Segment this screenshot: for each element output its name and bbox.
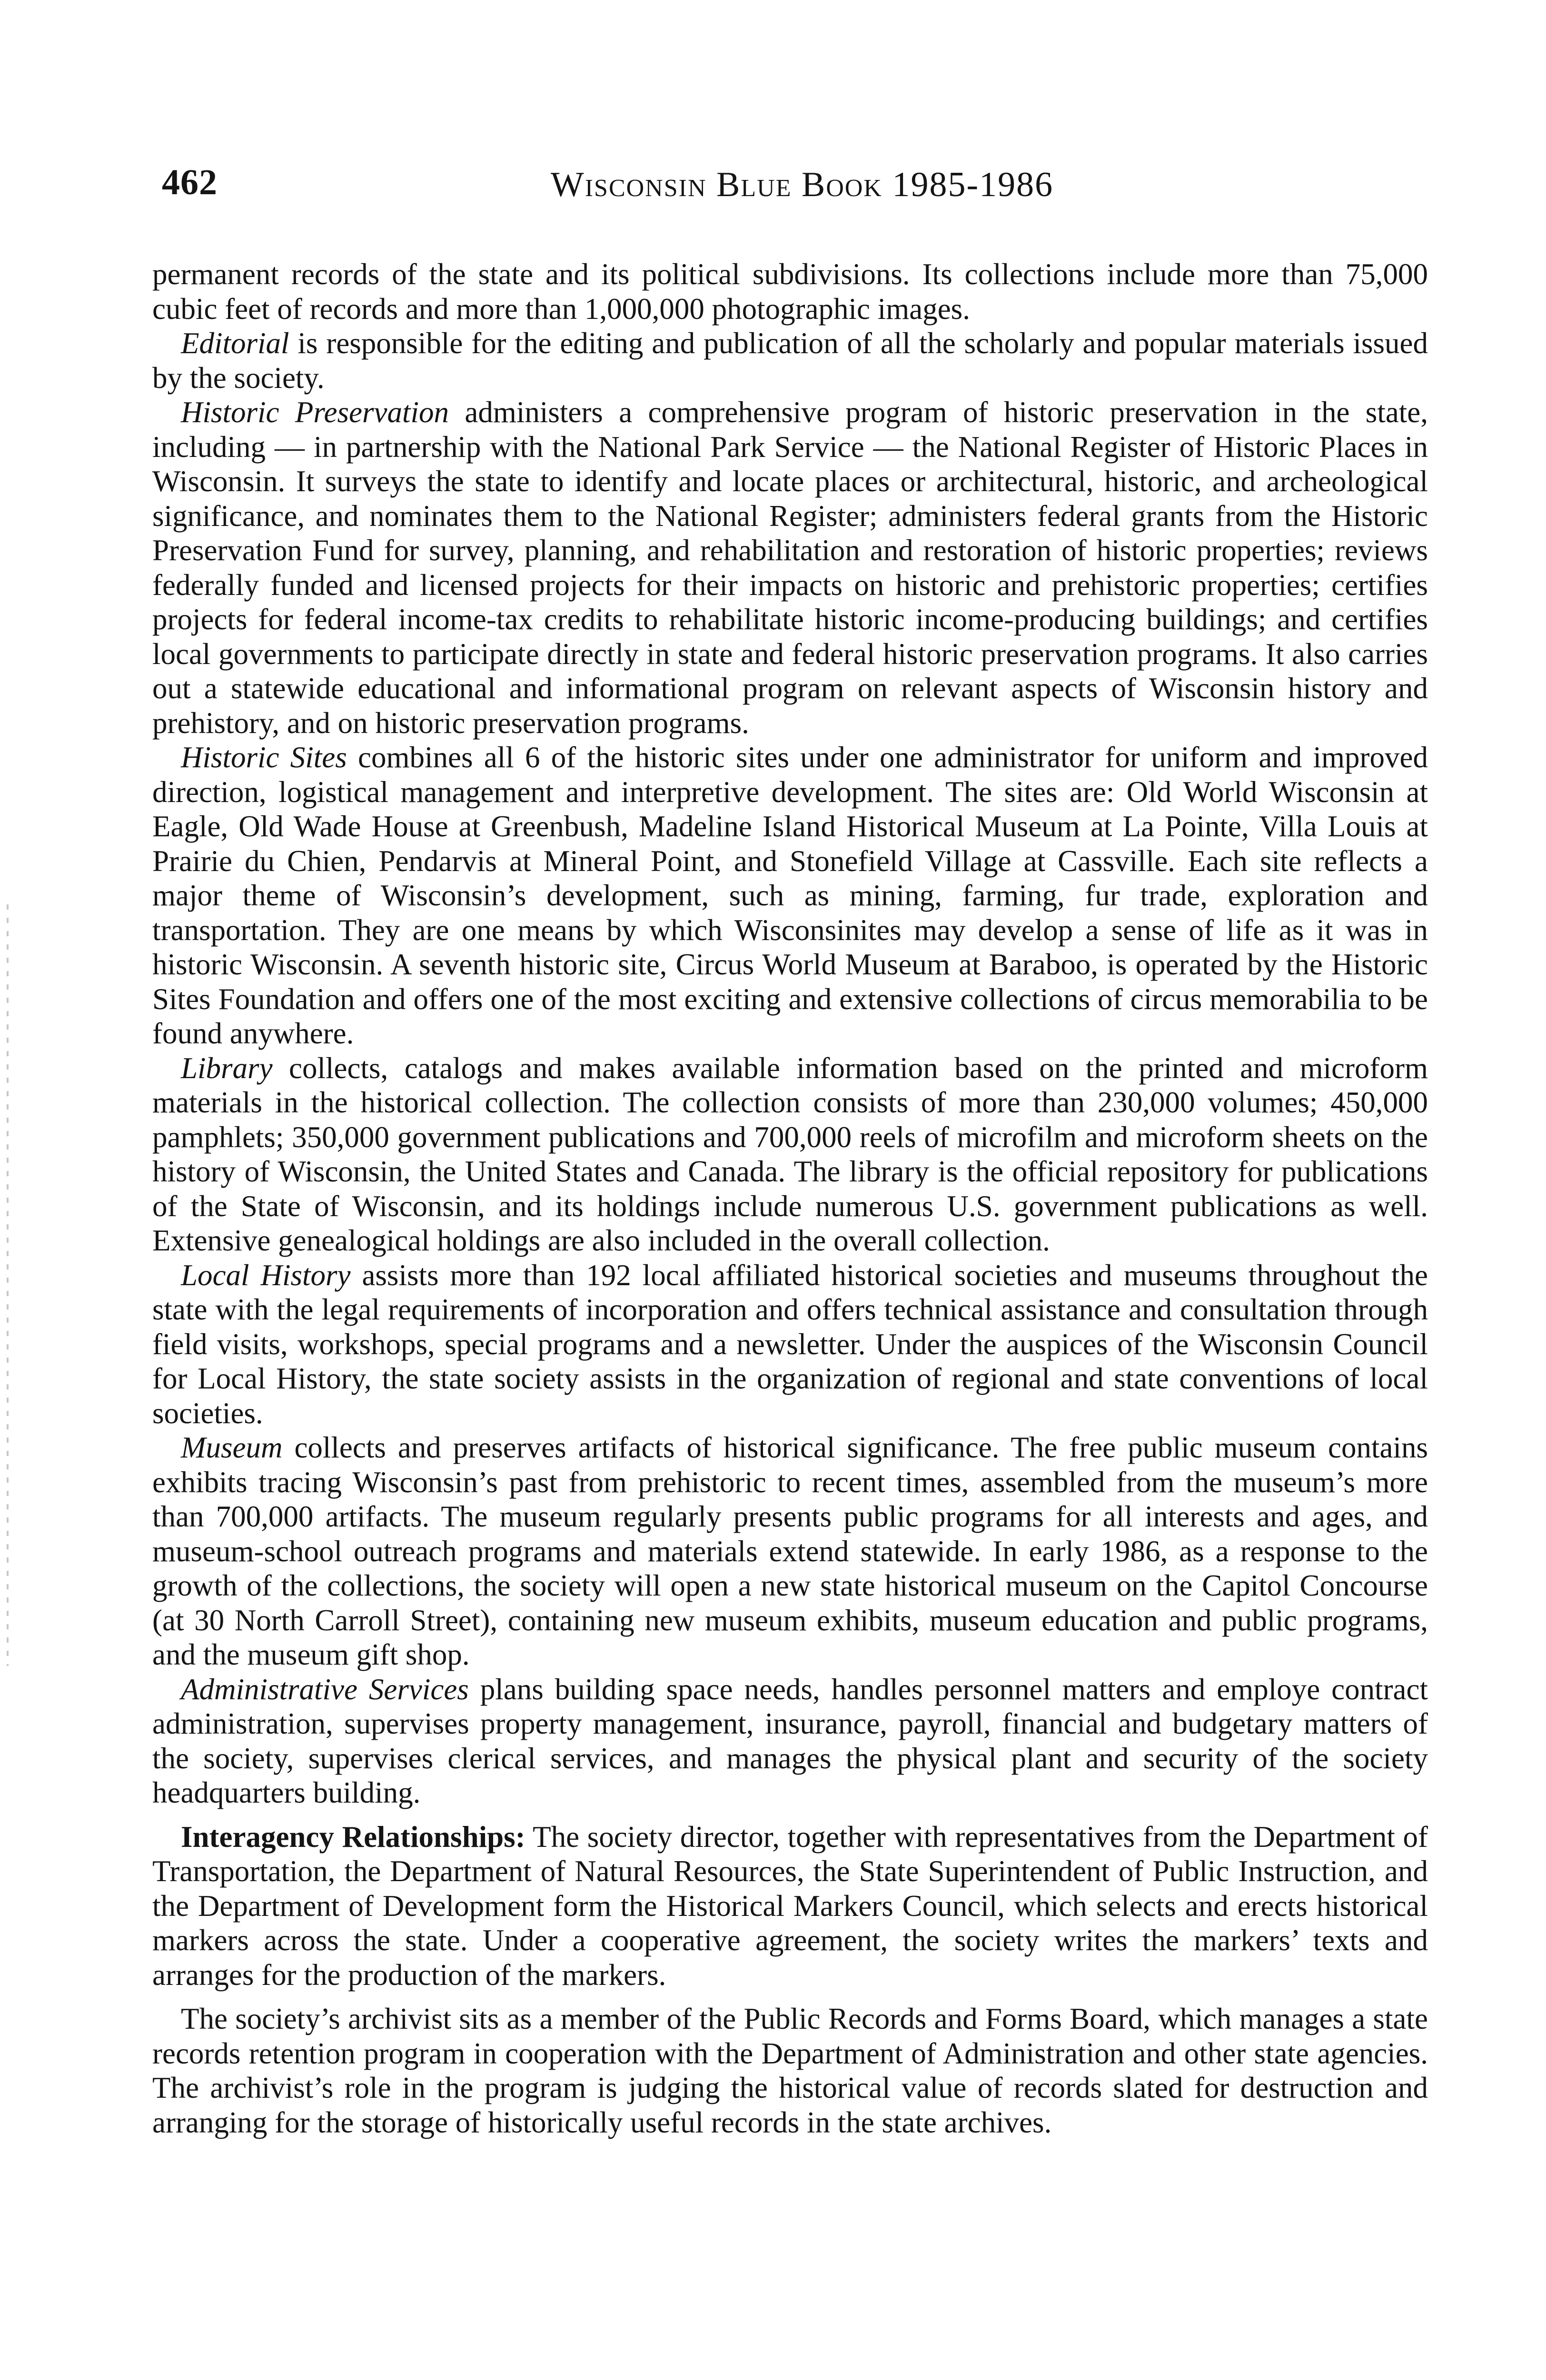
- paragraph-records-continued: [152, 257, 1428, 326]
- paragraph-text: plans building space needs, handles personnel matters and employe contract administration, supervises property management, insurance, payroll, financial and budgetary matters of the society, supervises clerical services, and manages the physical plant and security of the society headquarters building.: [152, 1672, 1428, 1809]
- paragraph-text: combines all 6 of the historic sites under one administrator for uniform and improved direction, logistical management and interpretive development. The sites are: Old World Wisconsin at Eagle, Old Wade House at Greenbush, Madeline Island Historical Museum at La Pointe, Villa Louis at Prairie du Chien, Pendarvis at Mineral Point, and Stonefield Village at Cassville. Each site reflects a major theme of Wisconsin’s development, such as mining, farming, fur trade, exploration and transportation. They are one means by which Wisconsinites may develop a sense of life as it was in historic Wisconsin. A seventh historic site, Circus World Museum at Baraboo, is operated by the Historic Sites Foundation and offers one of the most exciting and extensive collections of circus memorabilia to be found anywhere.: [152, 741, 1428, 1050]
- paragraph-lead: Interagency Relationships:: [181, 1820, 525, 1854]
- paragraph-lead: Museum: [181, 1431, 283, 1464]
- paragraph-editorial: [152, 326, 1428, 395]
- paragraph-administrative-services: [152, 1672, 1428, 1810]
- paragraph-text: assists more than 192 local affiliated historical societies and museums throughout the state with the legal requirements of incorporation and offers technical assistance and consultation through field visits, workshops, special programs and a newsletter. Under the auspices of the Wisconsin Council for Local History, the state society assists in the organization of regional and state conventions of local societies.: [152, 1258, 1428, 1430]
- paragraph-lead: Administrative Services: [181, 1672, 469, 1706]
- paragraph-historic-sites: [152, 740, 1428, 1051]
- paragraph-archivist: [152, 2002, 1428, 2140]
- paragraph-lead: Editorial: [181, 327, 289, 360]
- paragraph-text: collects, catalogs and makes available information based on the printed and microform materials in the historical collection. The collection consists of more than 230,000 volumes; 450,000 pamphlets; 350,000 government publications and 700,000 reels of microfilm and microform sheets on the history of Wisconsin, the United States and Canada. The library is the official repository for publications of the State of Wisconsin, and its holdings include numerous U.S. government publications as well. Extensive genealogical holdings are also included in the overall collection.: [152, 1051, 1428, 1257]
- paragraph-museum: [152, 1430, 1428, 1672]
- paragraph-text: administers a comprehensive program of historic preservation in the state, including — in partnership with the National Park Service — the National Register of Historic Places in Wisconsin. It surveys the state to identify and locate places or architectural, historic, and archeological significance, and nominates them to the National Register; administers federal grants from the Historic Preservation Fund for survey, planning, and rehabilitation and restoration of historic properties; reviews federally funded and licensed projects for their impacts on historic and prehistoric properties; certifies projects for federal income-tax credits to rehabilitate historic income-producing buildings; and certifies local governments to participate directly in state and federal historic preservation programs. It also carries out a statewide educational and informational program on relevant aspects of Wisconsin history and prehistory, and on historic preservation programs.: [152, 396, 1428, 740]
- page-number: 462: [162, 162, 218, 202]
- paragraph-text: The society’s archivist sits as a member of the Public Records and Forms Board, which manages a state records retention program in cooperation with the Department of Administration and other state agencies. The archivist’s role in the program is judging the historical value of records slated for destruction and arranging for the storage of historically useful records in the state archives.: [152, 2002, 1428, 2139]
- paragraph-local-history: [152, 1258, 1428, 1431]
- paragraph-lead: Historic Sites: [181, 741, 347, 774]
- paragraph-text: The society director, together with representatives from the Department of Transportation, the Department of Natural Resources, the State Superintendent of Public Instruction, and the Department of Development form the Historical Markers Council, which selects and erects historical markers across the state. Under a cooperative agreement, the society writes the markers’ texts and arranges for the production of the markers.: [152, 1820, 1428, 1992]
- paragraph-library: [152, 1051, 1428, 1258]
- running-title: Wisconsin Blue Book 1985-1986: [550, 165, 1054, 204]
- paragraph-text: is responsible for the editing and publication of all the scholarly and popular materials issued by the society.: [152, 327, 1428, 395]
- page-header: [162, 162, 1423, 219]
- paragraph-lead: Historic Preservation: [181, 396, 449, 429]
- paragraph-lead: Local History: [181, 1258, 351, 1292]
- body-text: [152, 257, 1428, 2140]
- paragraph-text: permanent records of the state and its political subdivisions. Its collections include more than 75,000 cubic feet of records and more than 1,000,000 photographic images.: [152, 258, 1428, 326]
- paragraph-interagency-relationships: [152, 1820, 1428, 1993]
- paragraph-lead: Library: [181, 1051, 273, 1085]
- paragraph-historic-preservation: [152, 395, 1428, 740]
- paragraph-text: collects and preserves artifacts of historical significance. The free public museum contains exhibits tracing Wisconsin’s past from prehistoric to recent times, assembled from the museum’s more than 700,000 artifacts. The museum regularly presents public programs for all interests and ages, and museum-school outreach programs and materials extend statewide. In early 1986, as a response to the growth of the collections, the society will open a new state historical museum on the Capitol Concourse (at 30 North Carroll Street), containing new museum exhibits, museum education and public programs, and the museum gift shop.: [152, 1431, 1428, 1671]
- scan-margin-artifact: [7, 904, 10, 1666]
